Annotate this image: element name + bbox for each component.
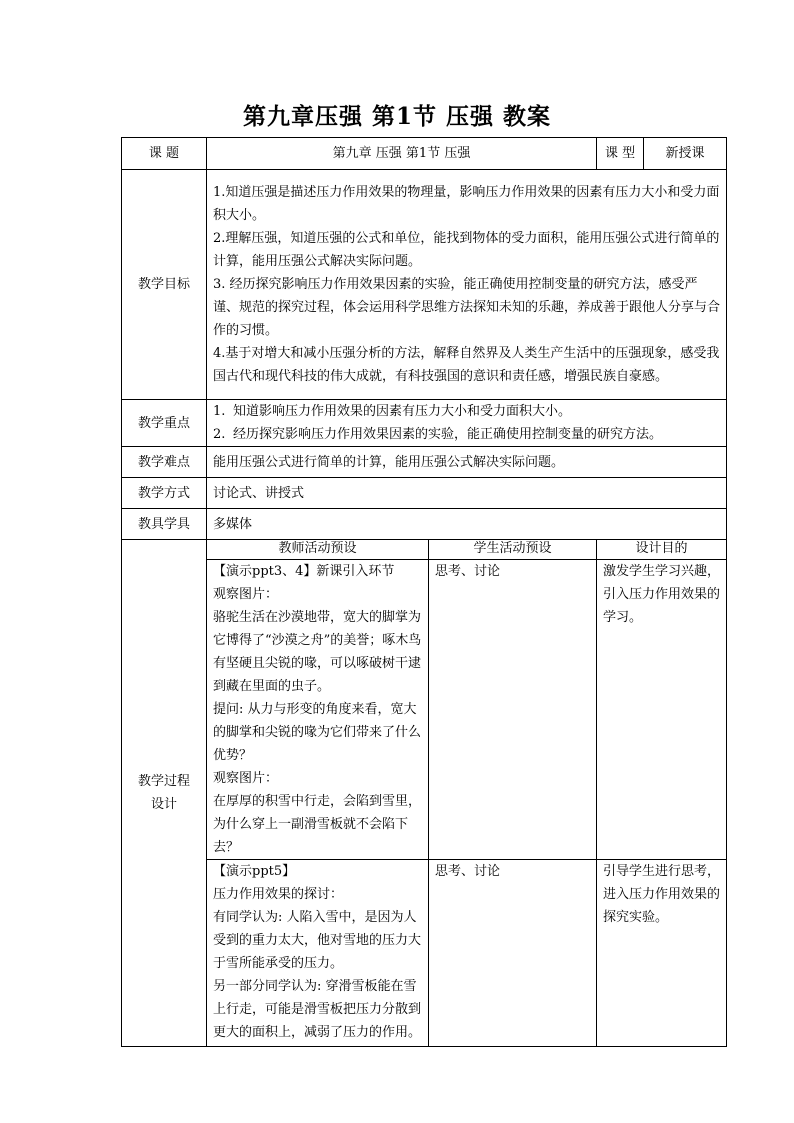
goals-content bbox=[207, 170, 727, 400]
col-header-teacher: 教师活动预设 bbox=[207, 540, 429, 560]
lesson-plan-table bbox=[121, 137, 727, 1047]
key-point-item bbox=[213, 400, 720, 423]
process-label-line: 设计 bbox=[150, 797, 177, 812]
teacher-activity bbox=[207, 860, 429, 1047]
type-label: 课 型 bbox=[597, 138, 644, 169]
design-purpose: 激发学生学习兴趣，引入压力作用效果的学习。 bbox=[597, 560, 727, 860]
page-title: 第九章压强 第1节 压强 教案 bbox=[242, 103, 552, 130]
topic-label: 课 题 bbox=[122, 138, 207, 170]
teacher-line: 在厚厚的积雪中行走，会陷到雪里，为什么穿上一副滑雪板就不会陷下去？ bbox=[213, 794, 422, 855]
teacher-line: 提问: 从力与形变的角度来看，宽大的脚掌和尖锐的喙为它们带来了什么优势？ bbox=[213, 702, 422, 763]
process-header-row bbox=[122, 540, 727, 560]
col-header-purpose: 设计目的 bbox=[597, 540, 727, 560]
goals-row bbox=[122, 170, 727, 400]
teacher-line: 骆驼生活在沙漠地带，宽大的脚掌为它博得了“沙漠之舟”的美誉；啄木鸟有坚硬且尖锐的喙，可以啄破树干逮到藏在里面的虫子。 bbox=[213, 610, 422, 694]
type-value: 新授课 bbox=[665, 146, 705, 161]
key-point-number: 1. bbox=[213, 404, 226, 419]
process-row bbox=[122, 860, 727, 1047]
method-label: 教学方式 bbox=[122, 478, 207, 509]
teacher-line: 观察图片： bbox=[213, 771, 279, 786]
col-header-student: 学生活动预设 bbox=[429, 540, 597, 560]
difficulty-row bbox=[122, 447, 727, 478]
type-cell bbox=[597, 138, 727, 170]
topic-row bbox=[122, 138, 727, 170]
tools-row bbox=[122, 509, 727, 540]
key-point-text: 经历探究影响压力作用效果因素的实验，能正确使用控制变量的研究方法。 bbox=[233, 427, 663, 442]
tools-label: 教具学具 bbox=[122, 509, 207, 540]
process-label bbox=[122, 540, 207, 1047]
key-point-item bbox=[213, 423, 720, 446]
key-point-text: 知道影响压力作用效果的因素有压力大小和受力面积大小。 bbox=[233, 404, 572, 419]
method-row bbox=[122, 478, 727, 509]
process-label-line: 教学过程 bbox=[137, 774, 190, 789]
topic-value: 第九章 压强 第1节 压强 bbox=[332, 146, 471, 161]
teacher-line: 另一部分同学认为: 穿滑雪板能在雪上行走，可能是滑雪板把压力分散到更大的面积上，减弱了压力的作用。 bbox=[213, 979, 422, 1040]
topic-value-cell bbox=[207, 138, 597, 170]
teacher-activity bbox=[207, 560, 429, 860]
difficulty-label: 教学难点 bbox=[122, 447, 207, 478]
design-purpose: 引导学生进行思考，进入压力作用效果的探究实验。 bbox=[597, 860, 727, 1047]
key-point-number: 2. bbox=[213, 427, 226, 442]
method-value: 讨论式、讲授式 bbox=[207, 478, 727, 509]
key-points-row bbox=[122, 400, 727, 447]
teacher-line: 【演示ppt3、4】新课引入环节 bbox=[213, 564, 395, 579]
key-points-content bbox=[207, 400, 727, 447]
student-activity: 思考、讨论 bbox=[429, 560, 597, 860]
teacher-line: 有同学认为: 人陷入雪中，是因为人受到的重力太大，他对雪地的压力大于雪所能承受的压力。 bbox=[213, 910, 422, 971]
teacher-line: 观察图片： bbox=[213, 587, 279, 602]
process-row bbox=[122, 560, 727, 860]
difficulty-value: 能用压强公式进行简单的计算，能用压强公式解决实际问题。 bbox=[207, 447, 727, 478]
goal-item: 4.基于对增大和减小压强分析的方法，解释自然界及人类生产生活中的压强现象，感受我国古代和现代科技的伟大成就，有科技强国的意识和责任感，增强民族自豪感。 bbox=[213, 346, 720, 384]
goals-label: 教学目标 bbox=[122, 170, 207, 400]
tools-value: 多媒体 bbox=[207, 509, 727, 540]
goal-item: 1.知道压强是描述压力作用效果的物理量，影响压力作用效果的因素有压力大小和受力面积大小。 bbox=[213, 185, 720, 223]
student-activity: 思考、讨论 bbox=[429, 860, 597, 1047]
teacher-line: 压力作用效果的探讨： bbox=[213, 887, 344, 902]
teacher-line: 【演示ppt5】 bbox=[213, 864, 296, 879]
key-points-label: 教学重点 bbox=[122, 400, 207, 447]
goal-item: 3. 经历探究影响压力作用效果因素的实验，能正确使用控制变量的研究方法，感受严谨、规范的探究过程，体会运用科学思维方法探知未知的乐趣，养成善于跟他人分享与合作的习惯。 bbox=[213, 277, 721, 338]
goal-item: 2.理解压强，知道压强的公式和单位，能找到物体的受力面积，能用压强公式进行简单的计算，能用压强公式解决实际问题。 bbox=[213, 231, 720, 269]
